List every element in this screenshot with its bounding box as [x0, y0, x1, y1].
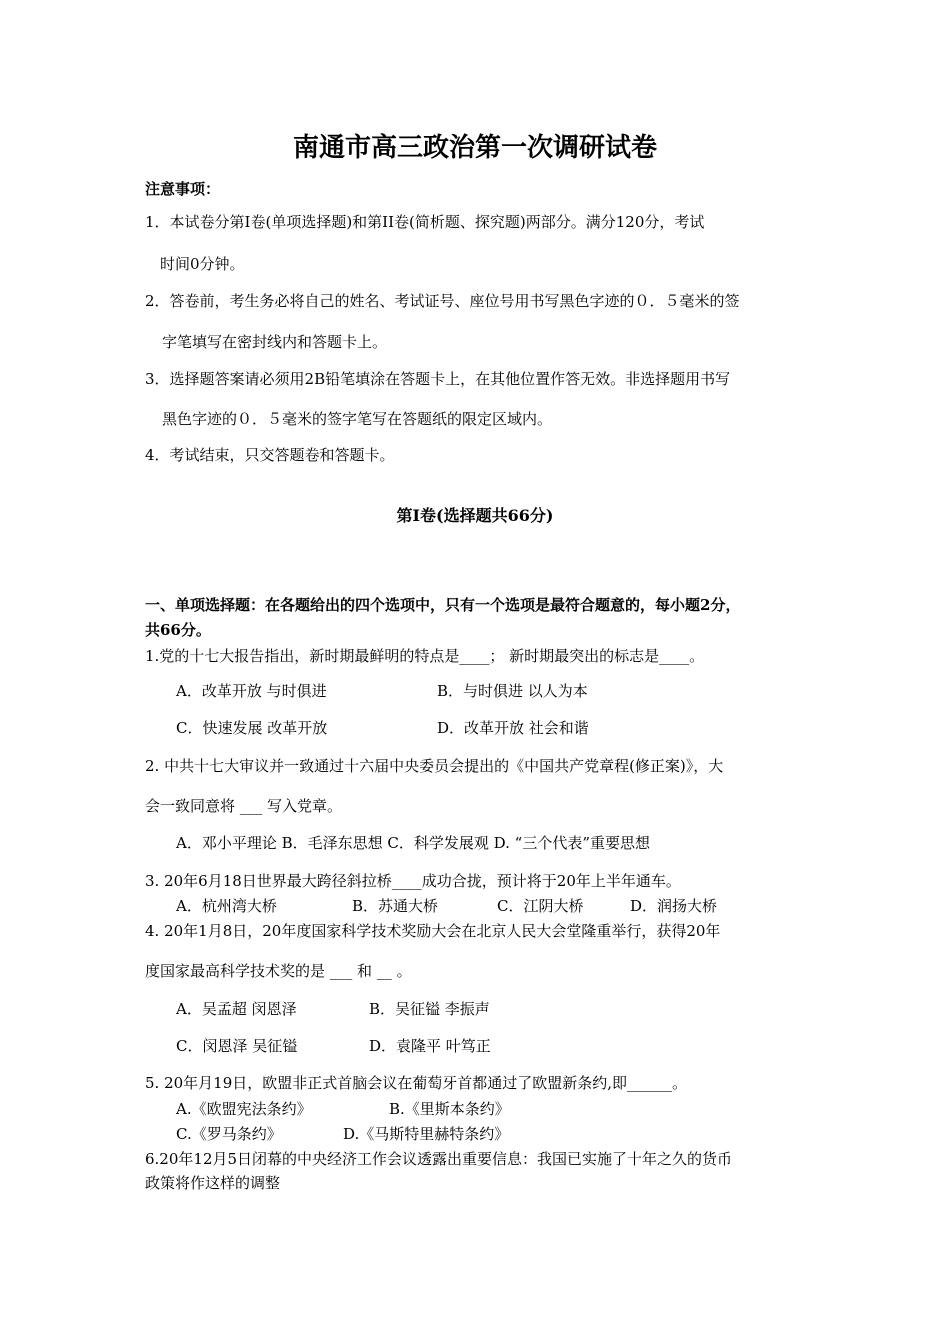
question-3-option-c: C．江阴大桥: [497, 897, 584, 915]
question-4-option-c: C．闵恩泽 吴征镒: [176, 1037, 298, 1055]
question-3-stem: 3. 20年6月18日世界最大跨径斜拉桥____成功合拢，预计将于20年上半年通车。: [145, 872, 681, 890]
question-4-option-a: A．吴孟超 闵恩泽: [176, 1000, 297, 1018]
notice-item-1-cont: 时间0分钟。: [160, 255, 245, 273]
question-2-options: A．邓小平理论 B．毛泽东思想 C．科学发展观 D. “三个代表”重要思想: [176, 834, 651, 852]
notice-heading: 注意事项：: [145, 180, 221, 198]
notice-item-3: 3．选择题答案请必须用2B铅笔填涂在答题卡上，在其他位置作答无效。非选择题用书写: [145, 370, 731, 388]
question-5-stem: 5. 20年月19日，欧盟非正式首脑会议在葡萄牙首都通过了欧盟新条约,即______。: [145, 1074, 688, 1092]
notice-item-1: 1．本试卷分第Ⅰ卷(单项选择题)和第II卷(简析题、探究题)两部分。满分120分，考试: [145, 213, 705, 231]
notice-item-4: 4．考试结束，只交答题卷和答题卡。: [145, 446, 395, 464]
question-3-option-b: B．苏通大桥: [352, 897, 439, 915]
question-5-option-b: B.《里斯本条约》: [389, 1100, 510, 1118]
part-heading-line1: 一、单项选择题：在各题给出的四个选项中，只有一个选项是最符合题意的，每小题2分，: [145, 596, 741, 614]
question-1-option-a: A．改革开放 与时俱进: [176, 682, 327, 700]
question-5-option-d: D.《马斯特里赫特条约》: [343, 1125, 510, 1143]
question-3-option-a: A．杭州湾大桥: [176, 897, 277, 915]
notice-item-3-cont: 黑色字迹的０．５毫米的签字笔写在答题纸的限定区域内。: [162, 410, 553, 428]
question-1-stem: 1.党的十七大报告指出，新时期最鲜明的特点是____； 新时期最突出的标志是____。: [145, 647, 705, 665]
section-title: 第Ⅰ卷(选择题共66分): [396, 506, 554, 525]
question-6-stem-line1: 6.20年12月5日闭幕的中央经济工作会议透露出重要信息：我国已实施了十年之久的货币: [145, 1150, 733, 1168]
question-1-option-c: C．快速发展 改革开放: [176, 719, 328, 737]
notice-item-2-cont: 字笔填写在密封线内和答题卡上。: [162, 333, 388, 351]
question-4-stem-line2: 度国家最高科学技术奖的是 ___ 和 __ 。: [145, 962, 412, 980]
question-4-stem-line1: 4. 20年1月8日，20年度国家科学技术奖励大会在北京人民大会堂隆重举行，获得20年: [145, 922, 721, 940]
question-5-option-c: C.《罗马条约》: [176, 1125, 282, 1143]
question-4-option-b: B．吴征镒 李振声: [369, 1000, 490, 1018]
question-2-stem-line1: 2. 中共十七大审议并一致通过十六届中央委员会提出的《中国共产党章程(修正案)》，大: [145, 757, 724, 775]
question-5-option-a: A.《欧盟宪法条约》: [176, 1100, 312, 1118]
question-1-option-b: B．与时俱进 以人为本: [437, 682, 588, 700]
question-2-stem-line2: 会一致同意将 ___ 写入党章。: [145, 797, 343, 815]
page-title: 南通市高三政治第一次调研试卷: [292, 133, 657, 163]
notice-item-2: 2．答卷前，考生务必将自己的姓名、考试证号、座位号用书写黑色字迹的０．５毫米的签: [145, 292, 740, 310]
question-4-option-d: D．袁隆平 叶笃正: [369, 1037, 491, 1055]
question-1-option-d: D．改革开放 社会和谐: [437, 719, 589, 737]
question-3-option-d: D．润扬大桥: [630, 897, 718, 915]
question-6-stem-line2: 政策将作这样的调整: [145, 1174, 281, 1192]
part-heading-line2: 共66分。: [145, 621, 211, 639]
